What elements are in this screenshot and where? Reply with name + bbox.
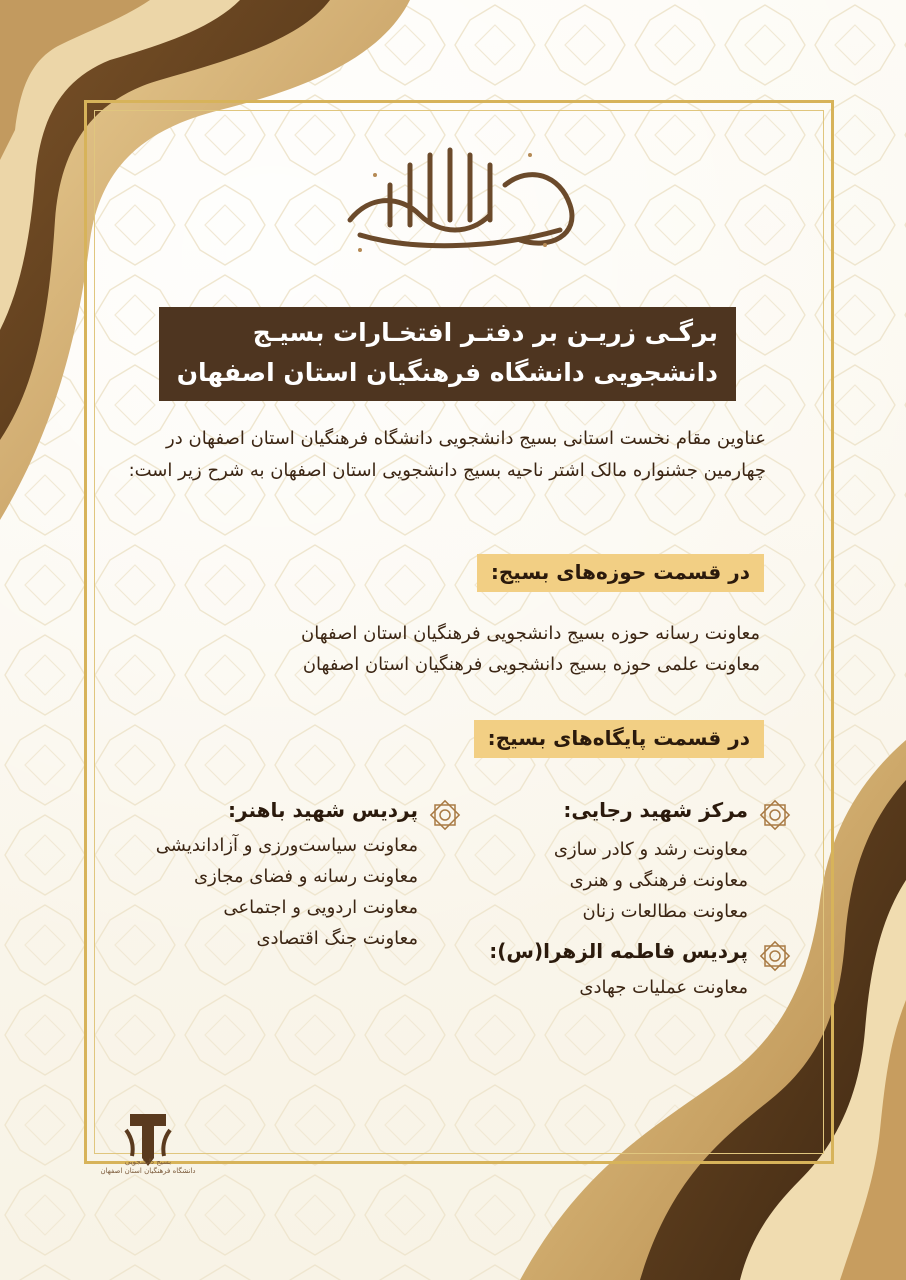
logo-caption	[100, 1158, 196, 1176]
zahra-heading: پردیس فاطمه الزهرا(س):	[489, 939, 748, 963]
list-item: معاونت رشد و کادر سازی	[553, 839, 748, 860]
ornament-icon	[757, 797, 793, 833]
section-heading-hoze: در قسمت حوزه‌های بسیج:	[477, 554, 764, 592]
ornament-icon	[427, 797, 463, 833]
list-item: معاونت اردویی و اجتماعی	[223, 897, 418, 918]
list-item: معاونت عملیات جهادی	[579, 977, 748, 998]
logo-caption-line-2: دانشگاه فرهنگیان استان اصفهان	[100, 1167, 196, 1175]
rajaei-list	[508, 834, 748, 927]
title-line-2: دانشجویی دانشگاه فرهنگیان استان اصفهان	[176, 358, 718, 387]
list-item: معاونت سیاست‌ورزی و آزاداندیشی	[155, 835, 418, 856]
list-item: معاونت رسانه و فضای مجازی	[194, 866, 418, 887]
section-hoze-list	[160, 618, 760, 680]
title-line-1: برگـی زریـن بر دفتـر افتخـارات بسیـج	[252, 318, 718, 347]
list-item: معاونت مطالعات زنان	[582, 901, 748, 922]
basmala-calligraphy	[330, 125, 590, 260]
intro-paragraph: عناوین مقام نخست استانی بسیج دانشجویی دانشگاه فرهنگیان استان اصفهان در چهارمین جشنواره مالک اشتر ناحیه بسیج دانشجویی استان اصفهان به شرح زیر است:	[128, 428, 766, 481]
zahra-list	[508, 972, 748, 1003]
list-item: معاونت جنگ اقتصادی	[256, 928, 418, 949]
bahonar-list	[98, 830, 418, 954]
logo-caption-line-1: بسیج دانشجویی	[124, 1158, 172, 1166]
title-banner	[159, 307, 736, 401]
list-item: معاونت علمی حوزه بسیج دانشجویی فرهنگیان استان اصفهان	[302, 654, 760, 675]
bahonar-heading: پردیس شهید باهنر:	[228, 798, 418, 822]
list-item: معاونت فرهنگی و هنری	[569, 870, 748, 891]
ornament-icon	[757, 938, 793, 974]
list-item: معاونت رسانه حوزه بسیج دانشجویی فرهنگیان استان اصفهان	[301, 623, 760, 644]
section-heading-paygah: در قسمت پایگاه‌های بسیج:	[474, 720, 764, 758]
rajaei-heading: مرکز شهید رجایی:	[563, 798, 748, 822]
